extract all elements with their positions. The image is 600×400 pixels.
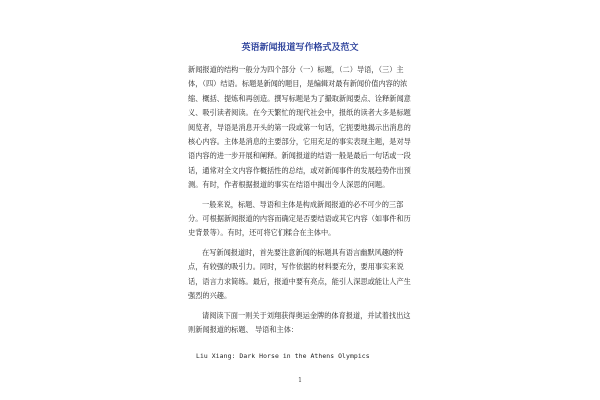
paragraph-structure: 新闻报道的结构一般分为四个部分（一）标题，（二）导语，（三）主体，（四）结语。标题是新闻的题目，是编辑对最有新闻价值内容的浓缩、概括、提炼和再创造。撰写标题是为了撮取新闻要点、诠释新闻意义、吸引读者阅读。在今天繁忙的现代社会中，报纸的读者大多是标题阅览者，导语是消息开头的第一段或第一句话，它扼要地揭示出消息的核心内容。主体是消息的主要部分，它用充足的事实表现主题，是对导语内容的进一步开展和阐释。新闻报道的结语一般是最后一句话或一段话，通常对全文内容作概括性的总结，或对新闻事件的发展趋势作出预测。有时，作者根据报道的事实在结语中揭出令人深思的问题。 xyxy=(188,65,411,190)
paragraph-writing-tips: 在写新闻报道时，首先要注意新闻的标题具有语言幽默风趣的特点，有较强的吸引力。同时，写作依据的材料要充分，要用事实来说话，语言力求简练。最后，报道中要有亮点，能引人深思或能让人产生强烈的兴趣。 xyxy=(188,247,411,301)
paragraph-instruction: 请阅读下面一则关于刘翔获得奥运金牌的体育报道，并试着找出这则新闻报道的标题、 导语和主体： xyxy=(188,310,411,334)
english-article-title: Liu Xiang: Dark Horse in the Athens Olympics xyxy=(196,352,370,360)
document-body xyxy=(188,63,412,342)
paragraph-components: 一般来说，标题、导语和主体是构成新闻报道的必不可少的三部分。可根据新闻报道的内容而确定是否要结语或其它内容（如事件和历史背景等）。有时，还可将它们糅合在主体中。 xyxy=(188,199,411,238)
page-number: 1 xyxy=(298,377,302,384)
document-title: 英语新闻报道写作格式及范文 xyxy=(241,43,359,53)
